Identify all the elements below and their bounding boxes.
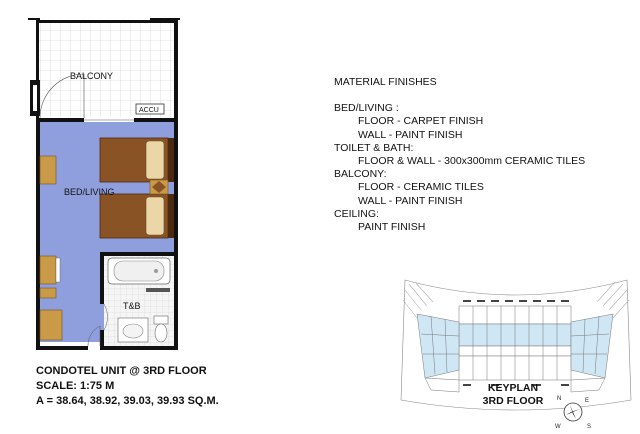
- finish-item: FLOOR - CERAMIC TILES: [358, 181, 484, 194]
- balcony-label: BALCONY: [70, 71, 114, 81]
- accu-label: ACCU: [139, 107, 159, 114]
- compass-w: W: [555, 424, 561, 430]
- compass-s: S: [587, 424, 592, 430]
- accu-unit: [136, 104, 164, 114]
- unit-floor-plan: [0, 0, 200, 360]
- finish-heading-bed-living: BED/LIVING :: [334, 102, 399, 115]
- compass-e: E: [585, 398, 590, 404]
- area-text: A = 38.64, 38.92, 39.03, 39.93 SQ.M.: [36, 395, 219, 407]
- keyplan-title-line1: KEYPLAN: [487, 382, 539, 394]
- finish-heading-ceiling: CEILING:: [334, 207, 379, 220]
- finishes-title: MATERIAL FINISHES: [334, 76, 437, 88]
- balcony-area: [28, 18, 180, 118]
- material-finishes: [334, 76, 624, 234]
- scale-text: SCALE: 1:75 M: [36, 380, 115, 392]
- keyplan-title: [478, 382, 548, 408]
- finish-item: PAINT FINISH: [358, 221, 426, 234]
- finish-item: FLOOR & WALL - 300x300mm CERAMIC TILES: [358, 155, 586, 168]
- bed-2: [100, 194, 174, 238]
- finish-heading-toilet-bath: TOILET & BATH:: [334, 141, 414, 154]
- bed-living-label: BED/LIVING: [64, 187, 115, 197]
- unit-title: CONDOTEL UNIT @ 3RD FLOOR: [36, 365, 207, 377]
- finish-item: FLOOR - CARPET FINISH: [358, 115, 484, 128]
- toilet-bath-room: [100, 252, 174, 350]
- finish-heading-balcony: BALCONY:: [334, 168, 387, 181]
- bed-1: [100, 138, 174, 182]
- compass-n: N: [557, 396, 562, 402]
- nightstand: [150, 180, 168, 194]
- finish-item: WALL - PAINT FINISH: [358, 128, 463, 141]
- finish-item: WALL - PAINT FINISH: [358, 194, 463, 207]
- keyplan-title-line2: 3RD FLOOR: [482, 395, 544, 407]
- compass-icon: [564, 403, 582, 421]
- unit-caption: [36, 364, 256, 409]
- toilet-bath-label: T&B: [123, 301, 141, 311]
